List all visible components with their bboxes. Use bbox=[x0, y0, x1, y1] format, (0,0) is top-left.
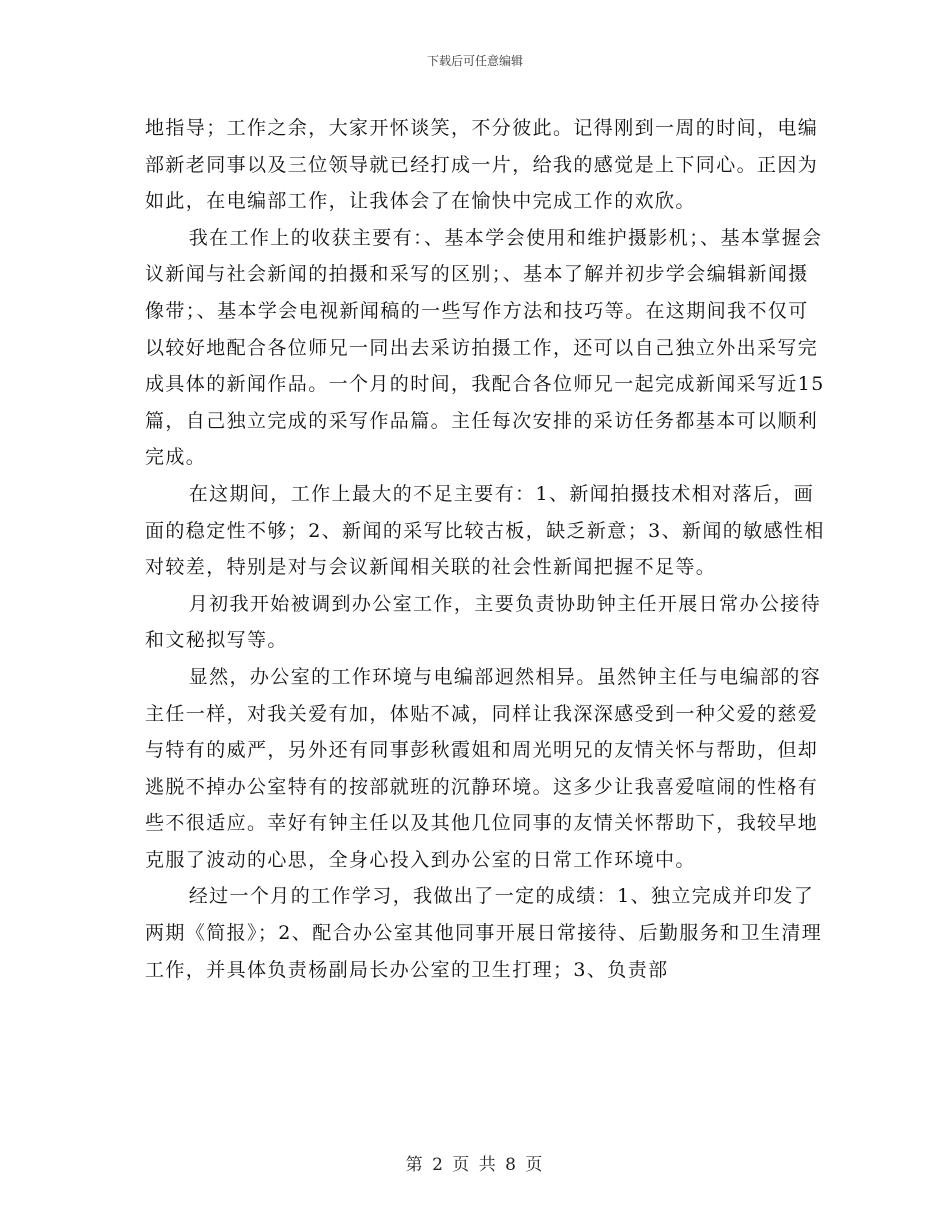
paragraph-6: 经过一个月的工作学习，我做出了一定的成绩：1、独立完成并印发了两期《简报》；2、配合办公室其他同事开展日常接待、后勤服务和卫生清理工作，并具体负责杨副局长办公室的卫生打理；3、负责部 bbox=[145, 885, 823, 981]
paragraph-1: 地指导；工作之余，大家开怀谈笑，不分彼此。记得刚到一周的时间，电编部新老同事以及三位领导就已经打成一片，给我的感觉是上下同心。正因为如此，在电编部工作，让我体会了在愉快中完成工作的欢欣。 bbox=[145, 117, 819, 213]
paragraph-4: 月初我开始被调到办公室工作，主要负责协助钟主任开展日常办公接待和文秘拟写等。 bbox=[145, 592, 822, 652]
page-number: 第 2 页 共 8 页 bbox=[405, 1155, 545, 1175]
paragraph-3: 在这期间，工作上最大的不足主要有：1、新闻拍摄技术相对落后，画面的稳定性不够；2、新闻的采写比较古板，缺乏新意；3、新闻的敏感性相对较差，特别是对与会议新闻相关联的社会性新闻把握不足等。 bbox=[145, 482, 825, 579]
page-header-note: 下载后可任意编辑 bbox=[426, 54, 523, 68]
paragraph-5: 显然，办公室的工作环境与电编部迥然相异。虽然钟主任与电编部的容主任一样，对我关爱有加，体贴不减，同样让我深深感受到一种父爱的慈爱与特有的威严，另外还有同事彭秋霞姐和周光明兄的友情关怀与帮助，但却逃脱不掉办公室特有的按部就班的沉静环境。这多少让我喜爱喧闹的性格有些不很适应。幸好有钟主任以及其他几位同事的友情关怀帮助下，我较早地克服了波动的心思，全身心投入到办公室的日常工作环境中。 bbox=[145, 665, 822, 871]
document-body bbox=[145, 110, 825, 988]
paragraph-2: 我在工作上的收获主要有：、基本学会使用和维护摄影机；、基本掌握会议新闻与社会新闻的拍摄和采写的区别；、基本了解并初步学会编辑新闻摄像带；、基本学会电视新闻稿的一些写作方法和技巧等。在这期间我不仅可以较好地配合各位师兄一同出去采访拍摄工作，还可以自己独立外出采写完成具体的新闻作品。一个月的时间，我配合各位师兄一起完成新闻采写近15篇，自己独立完成的采写作品篇。主任每次安排的采访任务都基本可以顺利完成。 bbox=[145, 226, 825, 469]
